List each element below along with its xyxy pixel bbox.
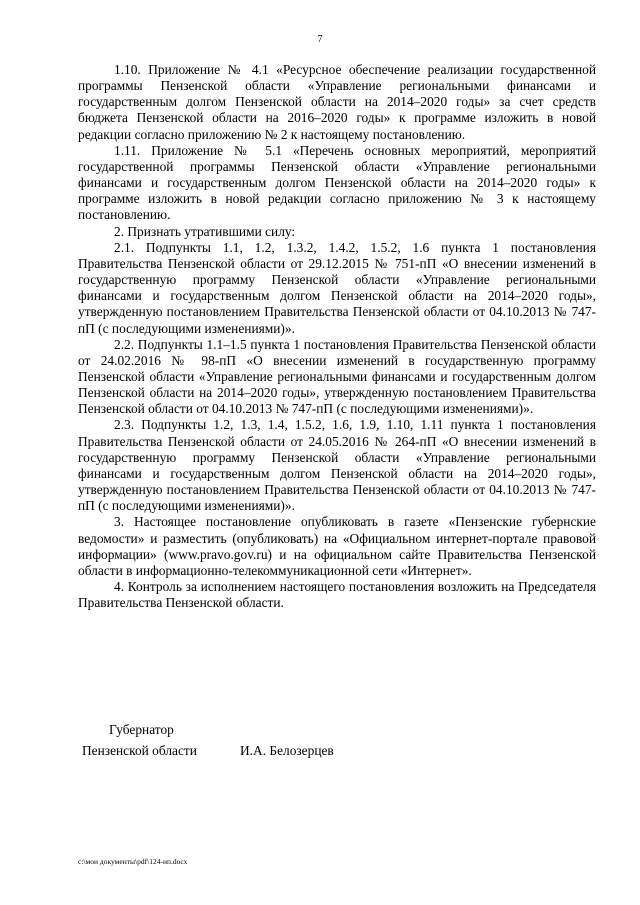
paragraph-1-11: 1.11. Приложение № 5.1 «Перечень основных мероприятий, мероприятий государственной программы Пензенской области «Управление региональными финансами и государственным долгом Пензенской области на 2014–2020 годы» к программе изложить в новой редакции согласно приложению № 3 к настоящему постановлению. <box>78 142 596 223</box>
paragraph-1-10: 1.10. Приложение № 4.1 «Ресурсное обеспечение реализации государственной программы Пензенской области «Управление региональными финансами и государственным долгом Пензенской области на 2014–2020 годы» за счет средств бюджета Пензенской области на 2016–2020 годы» к программе изложить в новой редакции согласно приложению № 2 к настоящему постановлению. <box>78 62 596 142</box>
document-body <box>78 62 596 611</box>
paragraph-2-1: 2.1. Подпункты 1.1, 1.2, 1.3.2, 1.4.2, 1.5.2, 1.6 пункта 1 постановления Правительства Пензенской области от 29.12.2015 № 751-пП «О внесении изменений в государственную программу Пензенской области «Управление региональными финансами и государственным долгом Пензенской области на 2014–2020 годы», утвержденную постановлением Правительства Пензенской области от 04.10.2013 № 747-пП (с последующими изменениями)». <box>78 239 596 336</box>
signatory-name: И.А. Белозерцев <box>240 743 334 758</box>
signature-title-line1: Губернатор <box>109 722 174 737</box>
paragraph-2-3: 2.3. Подпункты 1.2, 1.3, 1.4, 1.5.2, 1.6, 1.9, 1.10, 1.11 пункта 1 постановления Правительства Пензенской области от 24.05.2016 № 264-пП «О внесении изменений в государственную программу Пензенской области «Управление региональными финансами и государственным долгом Пензенской области на 2014–2020 годы», утвержденную постановлением Правительства Пензенской области от 04.10.2013 № 747-пП (с последующими изменениями)». <box>78 417 596 514</box>
paragraph-3: 3. Настоящее постановление опубликовать в газете «Пензенские губернские ведомости» и разместить (опубликовать) на «Официальном интернет-портале правовой информации» (www.pravo.gov.ru) и на официальном сайте Правительства Пензенской области в информационно-телекоммуникационной сети «Интернет». <box>78 514 596 578</box>
signature-title-line2: Пензенской области <box>82 743 197 758</box>
footer-file-path: c:\мои документы\pdf\124-ип.docx <box>78 857 188 866</box>
paragraph-2: 2. Признать утратившими силу: <box>114 223 296 239</box>
paragraph-2-2: 2.2. Подпункты 1.1–1.5 пункта 1 постановления Правительства Пензенской области от 24.02.2016 № 98-пП «О внесении изменений в государственную программу Пензенской области «Управление региональными финансами и государственным долгом Пензенской области на 2014–2020 годы», утвержденную постановлением Правительства Пензенской области от 04.10.2013 № 747-пП (с последующими изменениями)». <box>78 336 596 417</box>
page-number: 7 <box>317 34 323 45</box>
paragraph-4: 4. Контроль за исполнением настоящего постановления возложить на Председателя Правительства Пензенской области. <box>78 579 596 611</box>
